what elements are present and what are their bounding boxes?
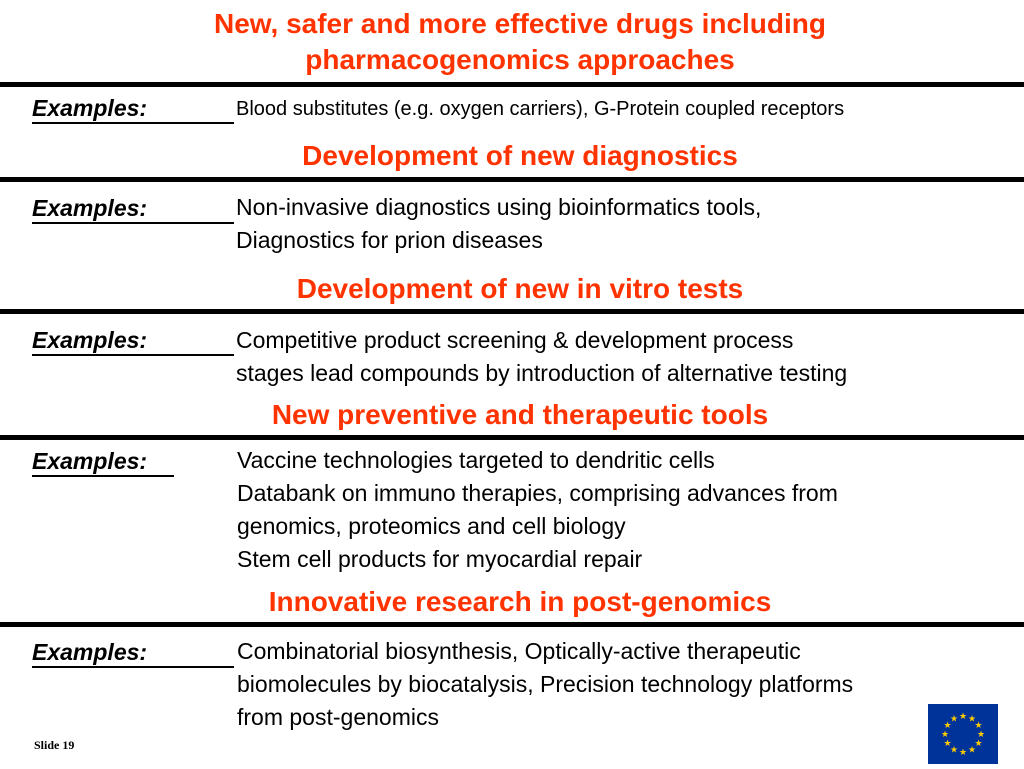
svg-text:★: ★ xyxy=(974,739,983,749)
example-line: Stem cell products for myocardial repair xyxy=(237,546,643,572)
svg-text:★: ★ xyxy=(943,721,952,731)
page-title-line-2: pharmacogenomics approaches xyxy=(305,44,735,75)
svg-text:★: ★ xyxy=(943,739,952,749)
example-line: Non-invasive diagnostics using bioinformatics tools, xyxy=(236,194,762,220)
examples-label: Examples: xyxy=(32,327,234,356)
examples-label: Examples: xyxy=(32,639,234,668)
svg-text:★: ★ xyxy=(958,712,968,722)
example-line: biomolecules by biocatalysis, Precision technology platforms xyxy=(237,671,854,697)
divider xyxy=(0,622,1024,627)
examples-label: Examples: xyxy=(32,195,234,224)
section-heading-post-genomics: Innovative research in post-genomics xyxy=(268,586,772,617)
eu-flag-icon xyxy=(928,704,998,764)
svg-text:★: ★ xyxy=(967,714,977,725)
example-line: Diagnostics for prion diseases xyxy=(236,227,543,253)
svg-text:★: ★ xyxy=(949,745,959,756)
divider xyxy=(0,177,1024,182)
example-line: stages lead compounds by introduction of alternative testing xyxy=(236,360,848,386)
examples-text xyxy=(237,444,838,576)
divider xyxy=(0,435,1024,440)
example-line: Databank on immuno therapies, comprising advances from xyxy=(237,480,838,506)
divider xyxy=(0,309,1024,314)
section-heading-preventive-tools: New preventive and therapeutic tools xyxy=(271,399,769,430)
section-heading-diagnostics: Development of new diagnostics xyxy=(302,140,738,171)
example-line: from post-genomics xyxy=(237,704,439,730)
svg-text:★: ★ xyxy=(949,714,959,725)
svg-text:★: ★ xyxy=(940,730,950,740)
examples-text xyxy=(237,635,853,734)
eu-stars xyxy=(928,704,998,764)
examples-label: Examples: xyxy=(32,448,174,477)
page-title xyxy=(0,6,1024,78)
slide-number: Slide 19 xyxy=(34,738,75,752)
examples-text xyxy=(236,93,844,126)
divider xyxy=(0,82,1024,87)
page-title-line-1: New, safer and more effective drugs including xyxy=(214,8,826,39)
example-line: Blood substitutes (e.g. oxygen carriers), G-Protein coupled receptors xyxy=(236,98,845,120)
svg-text:★: ★ xyxy=(974,721,983,731)
example-line: Combinatorial biosynthesis, Optically-active therapeutic xyxy=(237,638,801,664)
svg-text:★: ★ xyxy=(976,730,986,740)
example-line: genomics, proteomics and cell biology xyxy=(237,513,626,539)
svg-text:★: ★ xyxy=(958,748,968,758)
example-line: Competitive product screening & development process xyxy=(236,327,794,353)
svg-text:★: ★ xyxy=(967,745,977,756)
examples-label: Examples: xyxy=(32,95,234,124)
examples-text xyxy=(236,324,847,390)
example-line: Vaccine technologies targeted to dendritic cells xyxy=(237,447,715,473)
examples-text xyxy=(236,191,761,257)
section-heading-in-vitro-tests: Development of new in vitro tests xyxy=(296,273,744,304)
